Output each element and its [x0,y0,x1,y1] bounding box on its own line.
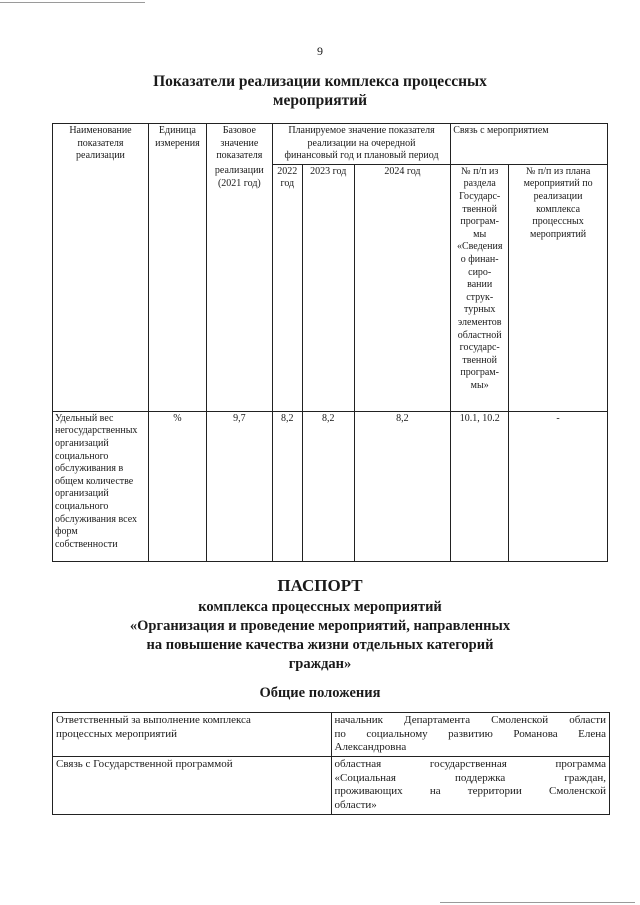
row-base-value: 9,7 [206,411,272,561]
section-title [90,72,550,110]
scan-line-bottom [440,902,635,903]
passport-line-3: на повышение качества жизни отдельных категорий [146,637,494,653]
header-planned-value: Планируемое значение показателя реализации на очередной финансовый год и плановый период [272,124,450,165]
row-program-ref: 10.1, 10.2 [451,411,509,561]
row-plan-ref: - [509,411,608,561]
row-value-2024: 8,2 [354,411,451,561]
row-unit: % [148,411,206,561]
row-value-2022: 8,2 [272,411,302,561]
general-provisions-table [52,712,610,815]
passport-line-2: «Организация и проведение мероприятий, направленных [129,618,511,634]
header-plan-ref: № п/п из плана мероприятий по реализации комплекса процессных мероприятий [509,164,608,411]
passport-title [80,598,560,674]
table-row [53,757,610,815]
passport-heading: ПАСПОРТ [277,576,363,595]
indicators-table [52,123,608,562]
passport-line-4: граждан» [288,656,352,672]
header-year-2022: 2022 год [272,164,302,411]
header-year-2024: 2024 год [354,164,451,411]
row-value-2023: 8,2 [302,411,354,561]
header-link-to-activity: Связь с мероприятием [451,124,608,165]
page-number: 9 [317,44,323,58]
section-title-line-1: Показатели реализации комплекса процессных [153,73,487,90]
row-indicator-name: Удельный вес негосударственных организаций социального обслуживания в общем количестве организаций социального обслуживания всех форм собственности [53,411,149,561]
header-base-value: Базовое значение показателя [206,124,272,165]
header-indicator-name: Наименование показателя реализации [53,124,149,412]
passport-line-1: комплекса процессных мероприятий [198,599,442,615]
header-program-ref: № п/п из раздела Государс- твенной програм- мы «Сведения о финан- сиро- вании струк- турных элементов областной государс- твенной програм- мы» [451,164,509,411]
table-row [53,411,608,561]
scan-line-top [0,2,145,3]
header-unit: Единица измерения [148,124,206,412]
header-year-2023: 2023 год [302,164,354,411]
header-base-year: реализации (2021 год) [206,164,272,411]
responsible-label: Ответственный за выполнение комплекса процессных мероприятий [53,713,332,757]
program-link-label: Связь с Государственной программой [53,757,332,815]
general-provisions-heading: Общие положения [259,685,381,701]
section-title-line-2: мероприятий [272,92,368,109]
table-row [53,713,610,757]
program-link-value: областная государственная программа «Социальная поддержка граждан, проживающих на территории Смоленской области» [331,757,610,815]
responsible-value: начальник Департамента Смоленской области по социальному развитию Романова Елена Александровна [331,713,610,757]
